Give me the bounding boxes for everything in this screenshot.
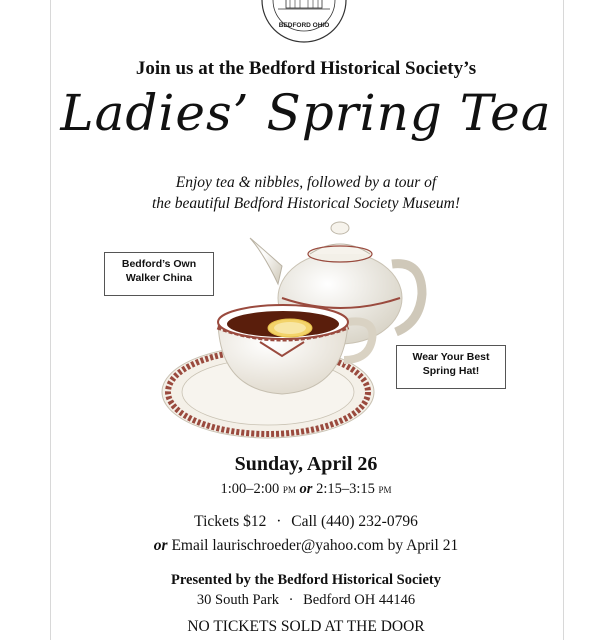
session-1-time: 1:00–2:00 (220, 481, 280, 497)
hat-callout-line-1: Wear Your Best (412, 351, 490, 363)
teapot-and-teacup-photo (160, 214, 460, 446)
historical-society-seal-logo (258, 0, 350, 46)
street-address: 30 South Park (196, 592, 280, 608)
email-contact: Email laurischroeder@yahoo.com by April 21 (171, 537, 459, 554)
or-separator: or (299, 481, 313, 497)
event-date: Sunday, April 26 (234, 453, 378, 475)
or-label: or (153, 537, 168, 554)
invitation-line: Join us at the Bedford Historical Society’s (135, 58, 477, 79)
session-1-pm: pm (282, 481, 296, 496)
session-2-pm: pm (378, 481, 392, 496)
email-info (0, 537, 612, 555)
separator-dot: · (276, 513, 282, 530)
event-description (0, 172, 612, 214)
svg-text:BEDFORD OHIO: BEDFORD OHIO (278, 22, 330, 29)
event-title: Ladies’ Spring Tea (60, 84, 552, 142)
event-times (0, 481, 612, 498)
phone-number: Call (440) 232-0796 (291, 513, 418, 530)
presenter-line: Presented by the Bedford Historical Society (171, 572, 441, 588)
address-line (0, 592, 612, 609)
china-callout-line-2: Walker China (125, 272, 193, 284)
description-line-1: Enjoy tea & nibbles, followed by a tour of (175, 174, 437, 191)
hat-callout-line-2: Spring Hat! (422, 365, 480, 377)
china-callout-line-1: Bedford’s Own (121, 258, 197, 270)
city-address: Bedford OH 44146 (303, 592, 416, 608)
hat-callout (396, 345, 506, 389)
ticket-price: Tickets $12 (194, 513, 267, 530)
address-separator: · (288, 592, 294, 608)
description-line-2: the beautiful Bedford Historical Society Museum! (151, 195, 461, 212)
session-2-time: 2:15–3:15 (316, 481, 375, 497)
china-callout (104, 252, 214, 296)
door-notice: NO TICKETS SOLD AT THE DOOR (187, 618, 425, 635)
ticket-info (0, 513, 612, 531)
